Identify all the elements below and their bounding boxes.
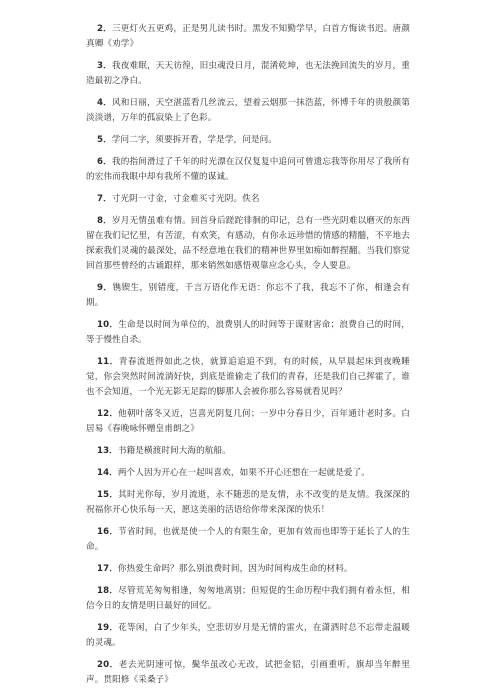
item-number: 7． — [97, 194, 112, 204]
list-item — [86, 155, 410, 185]
list-item — [86, 22, 410, 52]
quote-list — [86, 22, 410, 695]
list-item — [86, 133, 410, 148]
item-text: 青春流逝得如此之快，就算追追追不到，有的时候，从早晨起床到夜晚睡觉，你会突然时间流淌好快，到底是谁偷走了我们的青春，还是我们自己挥霍了，谁也不会知道，一个光无影无足踪的脚那人会被你那么容易就看见吗？ — [86, 357, 410, 397]
item-text: 岁月无情虽难有情。回首身后蹉跎徘徊的印记，总有一些光阴难以磨灭的东西留在我们记忆里，有苦涩，有欢笑，有感动，有你永远珍惜的情感的精髓，不平地去探索我们灵魂的最深处，品不经意地在我们的精神世界里如痴如醉捏翻。当我们察觉回首那些曾经的古诵跟样，那来销然如感悟观靠应念心头，令人要息。 — [86, 216, 411, 271]
item-text: 生命是以时间为单位的，浪费别人的时间等于谋财害命；浪费自己的时间，等于慢性自杀。 — [86, 320, 410, 345]
list-item — [86, 621, 410, 651]
item-number: 2． — [97, 24, 112, 34]
list-item — [86, 444, 410, 459]
item-number: 5． — [97, 135, 112, 145]
item-text: 我夜难眠，天天彷徨，旧虫魂没日月，混淆乾坤，也无法挽回流失的岁月，重造最初之净白。 — [86, 61, 411, 86]
list-item — [86, 281, 410, 311]
list-item — [86, 214, 410, 274]
item-text: 两个人因为开心在一起叫喜欢，如果不开心还想在一起就是爱了。 — [117, 468, 370, 478]
list-item — [86, 192, 410, 207]
list-item — [86, 407, 410, 437]
list-item — [86, 658, 410, 688]
item-number: 10． — [97, 320, 119, 330]
item-text: 尽管荒芜匆匆相逢，匆匆地离别；但短促的生命历程中我们拥有着永恒，相信今日的友情是明日最好的回忆。 — [86, 586, 410, 611]
item-number: 16． — [97, 527, 119, 537]
item-number: 9． — [97, 283, 113, 293]
list-item — [86, 584, 410, 614]
item-text: 学问二字，须要拆开看，学是学，问是问。 — [111, 135, 277, 145]
item-number: 4． — [97, 98, 112, 108]
item-number: 15． — [97, 490, 119, 500]
item-text: 风和日丽，天空湛蓝看几丝流云，望着云烟那一抹浩蓝，怀博千年的贵般颜第淡淡谱，万年的孤寂染上了色彩。 — [86, 98, 411, 123]
item-text: 三更灯火五更鸡，正是男儿读书时。黑发不知勤学早，白首方悔读书迟。唐颜真卿《劝学》 — [86, 24, 411, 49]
item-text: 花等闲，白了少年头，空悲切岁月是无情的雷火，在潇洒时总不忘带走温暖的灵魂。 — [86, 623, 410, 648]
list-item — [86, 466, 410, 481]
item-text: 老去光阴速可惊，鬓华虽改心无改，试把金貂，引画重听，旗却当年醉里声。贯阳修《采桑子》 — [86, 660, 410, 685]
list-item — [86, 59, 410, 89]
item-number: 8． — [97, 216, 112, 226]
item-text: 寸光阴一寸金，寸金难买寸光阴。佚名 — [111, 194, 260, 204]
item-number: 18． — [97, 586, 119, 596]
item-number: 14． — [97, 468, 118, 478]
item-text: 你热爱生命吗？那么别浪费时间，因为时间构成生命的材料。 — [117, 564, 353, 574]
item-number: 11． — [97, 357, 119, 367]
list-item — [86, 355, 410, 400]
item-number: 3． — [97, 61, 112, 71]
item-text: 他朝叶落冬又近，岂喜光阴复几何；一岁中分春日少，百年通计老时多。白居易《春晚咏怀赠皇甫朗之》 — [86, 409, 410, 434]
list-item — [86, 562, 410, 577]
item-number: 12． — [97, 409, 119, 419]
item-number: 20． — [97, 660, 119, 670]
item-number: 19． — [97, 623, 119, 633]
item-text: 我的指间滑过了千年的时光漂在汉仅复复中追问可曾遗忘我等你用尽了我所有的宏伟而我眼中却有我所不懂的谋诚。 — [86, 157, 411, 182]
item-text: 其时光你每，岁月流逝，永不随悲的是友情，永不改变的是友情。我深深的祝福你开心快乐每一天，愿这美丽的活语给你带来深深的快乐！ — [86, 490, 410, 515]
list-item — [86, 488, 410, 518]
list-item — [86, 525, 410, 555]
list-item — [86, 318, 410, 348]
item-text: 书籍是横渡时间大海的航船。 — [117, 446, 231, 456]
item-number: 6． — [97, 157, 112, 167]
list-item — [86, 96, 410, 126]
item-text: 镌锲生，别错度，千言万语化作无语：你忘不了我，我忘不了你，相逢会有期。 — [86, 283, 410, 308]
item-text: 节省时间，也就是使一个人的有限生命，更加有效而也即等于延长了人的生命。 — [86, 527, 410, 552]
item-number: 13． — [97, 446, 118, 456]
item-number: 17． — [97, 564, 118, 574]
